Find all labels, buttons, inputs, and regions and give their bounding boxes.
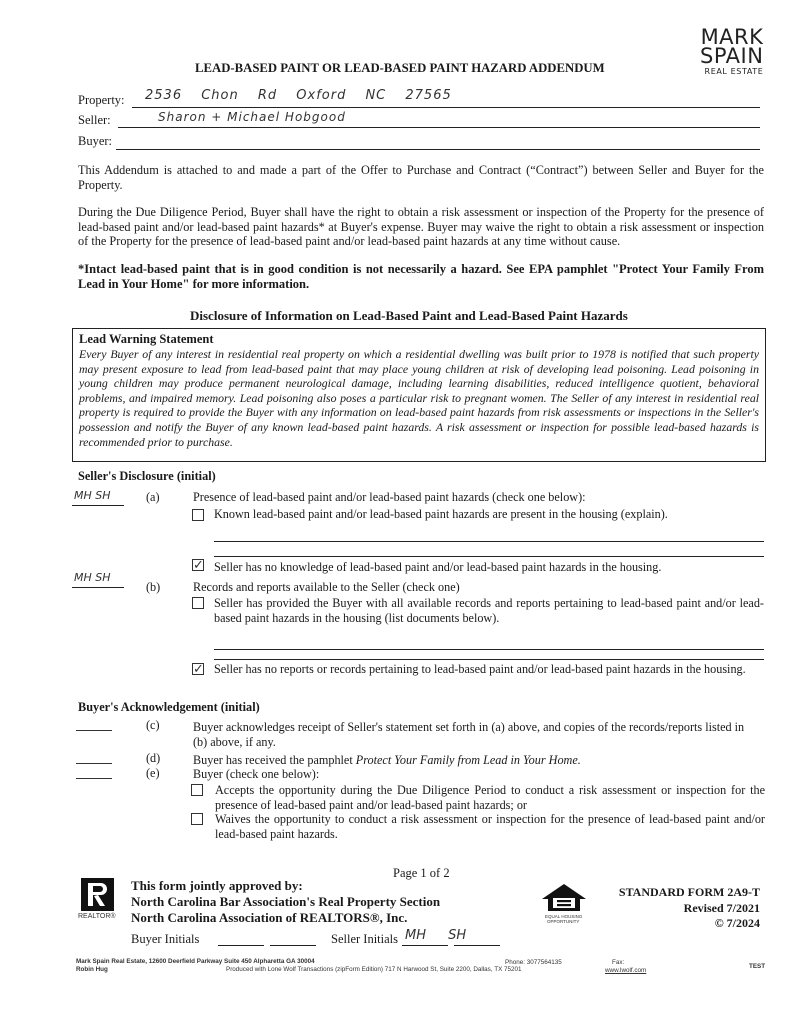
mark-spain-logo xyxy=(700,25,764,77)
seller-initials-b-line[interactable] xyxy=(72,587,124,588)
item-a-letter: (a) xyxy=(146,490,160,504)
realtor-logo xyxy=(80,878,118,912)
checkbox-no-knowledge[interactable] xyxy=(192,559,204,571)
item-c-text: Buyer acknowledges receipt of Seller's statement set forth in (a) above, and copies of the records/reports listed in (b) above, if any. xyxy=(193,720,745,749)
option-no-knowledge: Seller has no knowledge of lead-based paint and/or lead-based paint hazards in the housing. xyxy=(214,560,662,574)
copyright-date: © 7/2024 xyxy=(714,916,760,930)
revised-date: Revised 7/2021 xyxy=(683,900,760,915)
seller-label: Seller: xyxy=(78,113,111,127)
buyer-initials-footer-2[interactable] xyxy=(270,945,316,946)
office-info: Mark Spain Real Estate, 12600 Deerfield Parkway Suite 450 Alpharetta GA 30004 xyxy=(76,958,315,965)
item-e-text: Buyer (check one below): xyxy=(193,767,320,781)
buyer-ack-heading: Buyer's Acknowledgement (initial) xyxy=(78,700,260,714)
documents-line-2 xyxy=(214,659,764,660)
disclosure-title: Disclosure of Information on Lead-Based Paint and Lead-Based Paint Hazards xyxy=(190,308,628,323)
property-label: Property: xyxy=(78,93,125,107)
seller-field[interactable] xyxy=(118,127,760,128)
item-d-text-main: Buyer has received the pamphlet xyxy=(193,753,356,767)
form-name: STANDARD FORM 2A9-T xyxy=(618,885,760,899)
agent-name: Robin Hug xyxy=(76,966,108,973)
item-b-text: Records and reports available to the Seller (check one) xyxy=(193,580,460,594)
warning-title: Lead Warning Statement xyxy=(79,332,214,346)
form-id-block xyxy=(619,885,760,932)
documents-line[interactable] xyxy=(214,649,764,650)
seller-initials-label: Seller Initials xyxy=(331,932,398,946)
approved-by-line-1: This form jointly approved by: xyxy=(131,878,303,893)
document-name: TEST xyxy=(749,963,766,970)
seller-initials-footer-1[interactable] xyxy=(402,945,448,946)
checkbox-records-provided[interactable] xyxy=(192,597,204,609)
seller-initials-footer-value: MH SH xyxy=(405,928,467,943)
item-c-letter: (c) xyxy=(146,718,160,732)
seller-value: Sharon + Michael Hobgood xyxy=(158,110,346,124)
realtor-logo-text: REALTOR® xyxy=(78,913,116,920)
page-number: Page 1 of 2 xyxy=(393,866,450,880)
item-d-text xyxy=(193,753,581,768)
option-accepts-inspection: Accepts the opportunity during the Due Diligence Period to conduct a risk assessment or inspection for the presence of lead-based paint and/or lead-based paint hazards; or xyxy=(215,783,765,812)
property-field[interactable] xyxy=(132,107,760,108)
option-waives-inspection: Waives the opportunity to conduct a risk assessment or inspection for the presence of lead-based paint and/or lead-based paint hazards. xyxy=(215,812,765,841)
property-value: 2536 Chon Rd Oxford NC 27565 xyxy=(145,88,452,103)
checkbox-accepts-inspection[interactable] xyxy=(191,784,203,796)
seller-disclosure-heading: Seller's Disclosure (initial) xyxy=(78,469,216,483)
option-records-provided: Seller has provided the Buyer with all available records and reports pertaining to lead-based paint and/or lead-based paint hazards in the housing (list documents below). xyxy=(214,596,764,625)
buyer-initials-footer-1[interactable] xyxy=(218,945,264,946)
checkbox-no-records[interactable] xyxy=(192,663,204,675)
buyer-initials-c[interactable] xyxy=(76,729,112,731)
approved-by-line-3: North Carolina Association of REALTORS®, Inc. xyxy=(131,910,408,925)
form-title: LEAD-BASED PAINT OR LEAD-BASED PAINT HAZARD ADDENDUM xyxy=(195,60,605,75)
approved-by-line-2: North Carolina Bar Association's Real Property Section xyxy=(131,894,441,909)
option-no-records: Seller has no reports or records pertaining to lead-based paint and/or lead-based paint hazards in the housing. xyxy=(214,662,746,676)
item-d-letter: (d) xyxy=(146,751,161,765)
item-e-letter: (e) xyxy=(146,766,160,780)
option-known-lead: Known lead-based paint and/or lead-based paint hazards are present in the housing (explain). xyxy=(214,507,668,521)
seller-initials-b: MH SH xyxy=(74,571,111,584)
explain-line[interactable] xyxy=(214,541,764,542)
buyer-initials-d[interactable] xyxy=(76,762,112,764)
buyer-initials-label: Buyer Initials xyxy=(131,932,200,946)
logo-line-2: SPAIN xyxy=(700,44,764,68)
equal-housing-logo xyxy=(540,883,588,911)
lead-warning-box xyxy=(72,328,766,462)
equal-housing-icon xyxy=(540,883,588,911)
phone: Phone: 3077564135 xyxy=(505,959,562,966)
seller-initials-footer-2[interactable] xyxy=(454,945,500,946)
website-link[interactable]: www.lwolf.com xyxy=(605,967,647,974)
seller-initials-a-line[interactable] xyxy=(72,505,124,506)
intro-paragraph-2: During the Due Diligence Period, Buyer shall have the right to obtain a risk assessment or inspection of the Property for the presence of lead-based paint and/or lead-based paint hazards* at Buyer's expense. Buyer may waive the right to obtain a risk assessment or inspection of the Property for the presence of lead-based paint and/or lead-based paint hazards at any time without cause. xyxy=(78,205,764,248)
logo-line-1: MARK xyxy=(700,25,764,49)
item-b-letter: (b) xyxy=(146,580,161,594)
intro-paragraph-1: This Addendum is attached to and made a part of the Offer to Purchase and Contract (“Contract”) between Seller and Buyer for the Property. xyxy=(78,163,764,192)
equal-housing-text-1: EQUAL HOUSING xyxy=(545,914,583,919)
buyer-label: Buyer: xyxy=(78,134,113,148)
checkbox-known-lead[interactable] xyxy=(192,509,204,521)
explain-line-2 xyxy=(214,556,764,557)
equal-housing-text-2: OPPORTUNITY xyxy=(547,919,580,924)
logo-line-3: REAL ESTATE xyxy=(704,67,764,76)
pamphlet-title: Protect Your Family from Lead in Your Home. xyxy=(355,753,581,767)
produced-with: Produced with Lone Wolf Transactions (zipForm Edition) 717 N Harwood St, Suite 2200, Dallas, TX 75201 xyxy=(226,966,522,973)
checkbox-waives-inspection[interactable] xyxy=(191,813,203,825)
realtor-r-icon xyxy=(80,878,118,912)
fax: Fax: xyxy=(612,959,625,966)
seller-initials-a: MH SH xyxy=(74,489,111,502)
intro-paragraph-3: *Intact lead-based paint that is in good condition is not necessarily a hazard. See EPA pamphlet "Protect Your Family From Lead in Your Home" for more information. xyxy=(78,262,764,291)
warning-body: Every Buyer of any interest in residential real property on which a residential dwelling was built prior to 1978 is notified that such property may present exposure to lead from lead-based paint that may place young children at risk of developing lead poisoning. Lead poisoning in young children may produce permanent neurological damage, including learning disabilities, reduced intelligence quotient, behavioral problems, and impaired memory. Lead poisoning also poses a particular risk to pregnant women. The Seller of any interest in residential real property is required to provide the Buyer with any information on lead-based paint hazards from risk assessments or inspections in the Seller's possession and notify the Buyer of any known lead-based paint hazards. A risk assessment or inspection for possible lead-based hazards is recommended prior to purchase. xyxy=(79,347,759,449)
buyer-initials-e[interactable] xyxy=(76,777,112,779)
buyer-field[interactable] xyxy=(116,149,760,150)
item-a-text: Presence of lead-based paint and/or lead-based paint hazards (check one below): xyxy=(193,490,586,504)
